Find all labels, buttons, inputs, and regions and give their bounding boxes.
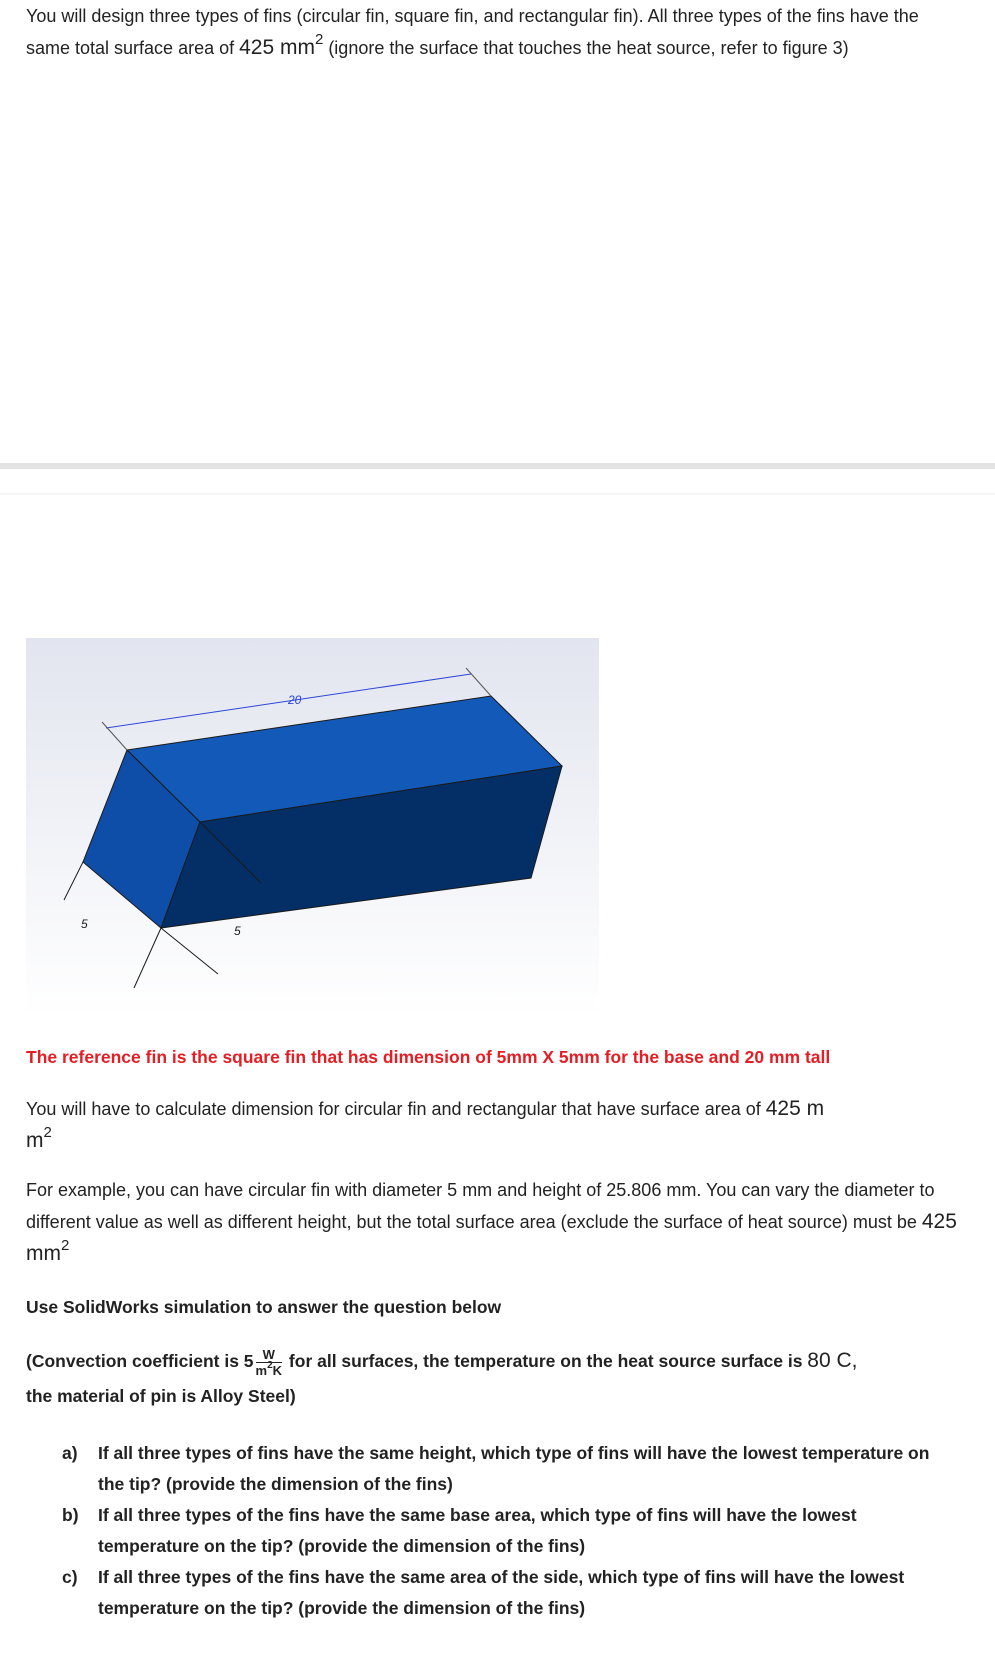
side-dimension-label-left: 5 [81,917,88,931]
question-text: If all three types of fins have the same height, which type of fins will have the lowest temperature on the tip? (provide the dimension of the fins) [98,1443,930,1494]
convection-unit-fraction [256,1347,283,1378]
page-break-divider [0,463,995,469]
calc-paragraph [26,1093,946,1157]
question-item [62,1562,942,1624]
question-marker: a) [62,1443,78,1463]
question-item [62,1438,942,1500]
solidworks-instruction: Use SolidWorks simulation to answer the question below [26,1297,502,1317]
example-area-value: 425 mm [26,1210,957,1265]
question-list [62,1438,942,1624]
conditions-before: (Convection coefficient is 5 [26,1351,254,1371]
calc-text-before: You will have to calculate dimension for circular fin and rectangular that have surface area of [26,1099,766,1119]
intro-area-value: 425 mm [239,36,315,59]
example-text-before: For example, you can have circular fin with diameter 5 mm and height of 25.806 mm. You can vary the diameter to different value as well as different height, but the total surface area (exclude the surface of heat source) must be [26,1180,935,1232]
length-dimension-label: 20 [288,693,302,707]
fin-drawing [26,638,599,1018]
question-item [62,1500,942,1562]
calc-area-tail: m [26,1129,44,1152]
side-dimension-label-right: 5 [234,924,241,938]
calc-area-exponent: 2 [43,1124,52,1141]
intro-area-exponent: 2 [314,31,324,48]
conditions-paragraph [26,1342,966,1412]
page-break-shadow [0,493,995,495]
question-text: If all three types of the fins have the same base area, which type of fins will have the lowest temperature on the tip? (provide the dimension of the fins) [98,1505,857,1556]
reference-fin-note: The reference fin is the square fin that has dimension of 5mm X 5mm for the base and 20 mm tall [26,1047,831,1067]
conditions-after: the material of pin is Alloy Steel) [26,1386,296,1406]
intro-text-before: You will design three types of fins (circular fin, square fin, and rectangular fin). All three types of the fins have the same total surface area of [26,6,919,58]
unit-numerator: W [256,1347,283,1363]
intro-text-after: (ignore the surface that touches the heat source, refer to figure 3) [323,38,849,58]
question-text: If all three types of the fins have the same area of the side, which type of fins will have the lowest temperature on the tip? (provide the dimension of the fins) [98,1567,905,1618]
example-area-exponent: 2 [61,1237,70,1254]
fin-figure [26,638,599,1018]
calc-area-value: 425 m [765,1097,825,1120]
intro-paragraph [26,0,966,64]
conditions-middle: for all surfaces, the temperature on the heat source surface is [284,1351,808,1371]
question-marker: b) [62,1505,79,1525]
question-marker: c) [62,1567,78,1587]
example-paragraph [26,1174,966,1270]
unit-denominator: $m^2K$ [255,1359,283,1378]
heat-source-temperature: 80 C, [807,1349,858,1372]
